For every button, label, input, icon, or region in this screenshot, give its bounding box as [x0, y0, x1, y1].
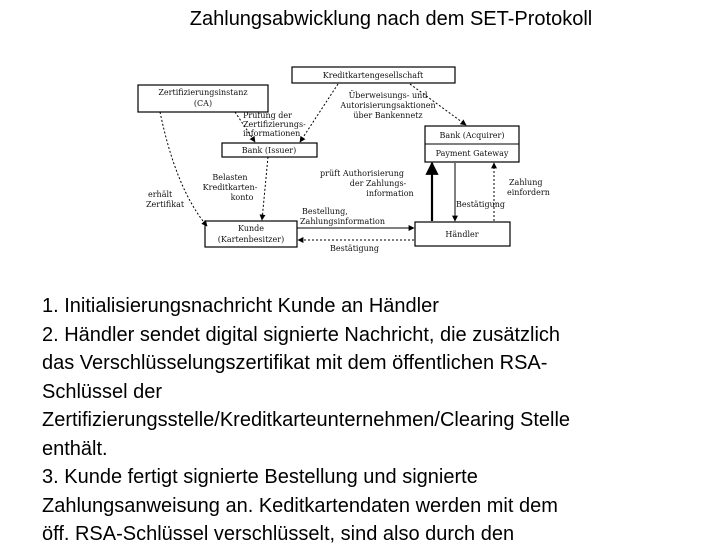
node-payment-gateway-label: Payment Gateway [435, 149, 509, 158]
node-kartenbesitzer-label: (Kartenbesitzer) [217, 235, 285, 244]
node-kreditkartengesellschaft [292, 67, 455, 83]
label-ueberweisung [339, 91, 435, 120]
text-line: Zahlungsanweisung an. Keditkartendaten werden mit dem [42, 494, 558, 517]
node-kunde [205, 221, 297, 247]
node-haendler-label: Händler [445, 230, 479, 239]
svg-text:konto: konto [230, 193, 254, 202]
svg-text:Überweisungs- und: Überweisungs- und [348, 91, 428, 100]
label-bestellung [300, 207, 385, 226]
svg-text:Zertifikat: Zertifikat [146, 200, 185, 209]
node-bank-acquirer [425, 126, 519, 162]
node-bank-issuer [222, 143, 317, 157]
svg-text:einfordern: einfordern [507, 188, 550, 197]
svg-text:Zahlungsinformation: Zahlungsinformation [300, 217, 385, 226]
svg-text:der Zahlungs-: der Zahlungs- [349, 179, 407, 188]
text-line: öff. RSA-Schlüssel verschlüsselt, sind also durch den [42, 523, 515, 545]
label-pruefung [243, 111, 306, 138]
svg-text:über Bankennetz: über Bankennetz [353, 111, 423, 120]
slide-title: Zahlungsabwicklung nach dem SET-Protokoll [189, 8, 593, 30]
text-line: 3. Kunde fertigt signierte Bestellung und signierte [42, 466, 478, 488]
node-haendler [415, 222, 510, 246]
arrow-issuer-to-kunde [262, 157, 268, 220]
label-zahlung-einfordern [507, 178, 550, 197]
svg-text:Kreditkarten-: Kreditkarten- [202, 183, 258, 192]
text-line: Zertifizierungsstelle/Kreditkarteunternehmen/Clearing Stelle [42, 409, 571, 431]
label-bestaetigung-bottom: Bestätigung [330, 244, 380, 253]
text-line: 2. Händler sendet digital signierte Nachricht, die zusätzlich [42, 323, 561, 346]
svg-text:Bestellung,: Bestellung, [302, 207, 348, 216]
node-zertifizierungsinstanz [138, 85, 268, 112]
svg-text:information: information [366, 189, 414, 198]
node-ca-label: (CA) [193, 99, 213, 108]
svg-text:Belasten: Belasten [212, 173, 248, 182]
svg-text:informationen: informationen [243, 129, 301, 138]
label-bestaetigung-right: Bestätigung [456, 200, 506, 209]
arrow-kkg-to-issuer [300, 84, 338, 142]
node-bank-issuer-label: Bank (Issuer) [241, 146, 297, 155]
body-text [42, 292, 702, 549]
label-erhaelt-zertifikat [146, 190, 185, 209]
text-line: 1. Initialisierungsnachricht Kunde an Händler [42, 295, 439, 317]
svg-text:Autorisierungsaktionen: Autorisierungsaktionen [340, 101, 436, 110]
text-line: das Verschlüsselungszertifikat mit dem öffentlichen RSA- [42, 352, 548, 374]
node-kunde-label: Kunde [238, 224, 264, 233]
label-prueft-authorisierung [320, 169, 414, 198]
node-kreditkartengesellschaft-label: Kreditkartengesellschaft [322, 71, 424, 80]
text-line: enthält. [42, 437, 108, 460]
svg-text:Zertifizierungs-: Zertifizierungs- [243, 120, 306, 129]
node-bank-acquirer-label: Bank (Acquirer) [439, 131, 505, 140]
label-belasten [203, 173, 258, 202]
svg-text:Prüfung der: Prüfung der [243, 111, 292, 120]
svg-text:erhält: erhält [148, 190, 173, 199]
node-zertifizierungsinstanz-label: Zertifizierungsinstanz [158, 88, 248, 97]
text-line: Schlüssel der [42, 380, 163, 403]
svg-text:Zahlung: Zahlung [509, 178, 543, 187]
svg-text:prüft Authorisierung: prüft Authorisierung [320, 169, 404, 178]
